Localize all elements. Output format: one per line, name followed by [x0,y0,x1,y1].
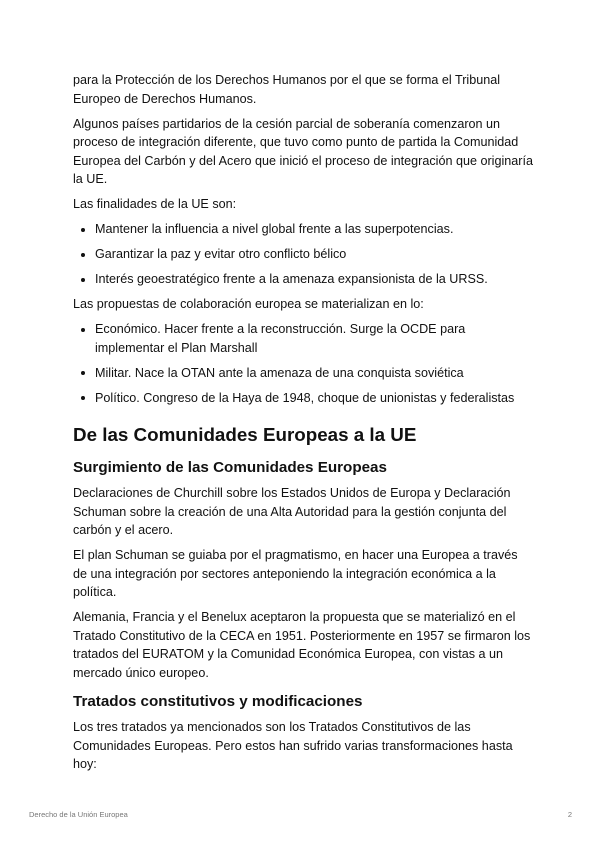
page-number: 2 [567,810,572,819]
paragraph: Las finalidades de la UE son: [73,197,237,211]
list-item: Económico. Hacer frente a la reconstrucción. Surge la OCDE para implementar el Plan Marshall [73,320,533,357]
paragraph: El plan Schuman se guiaba por el pragmatismo, en hacer una Europea a través de una integración por sectores anteponiendo la integración económica a la política. [73,548,518,599]
section-heading: De las Comunidades Europeas a la UE [73,424,417,445]
subsection-heading: Tratados constitutivos y modificaciones [73,693,363,710]
paragraph: Alemania, Francia y el Benelux aceptaron la propuesta que se materializó en el Tratado Constitutivo de la CECA en 1951. Posteriormente en 1957 se firmaron los tratados del EURATOM y la Comunidad Económica Europea, con vistas a un mercado único europeo. [73,610,531,680]
footer-title: Derecho de la Unión Europea [29,810,128,819]
list-item: Político. Congreso de la Haya de 1948, choque de unionistas y federalistas [73,389,533,408]
paragraph: Declaraciones de Churchill sobre los Estados Unidos de Europa y Declaración Schuman sobre la creación de una Alta Autoridad para la gestión conjunta del carbón y el acero. [73,486,511,537]
paragraph: Algunos países partidarios de la cesión parcial de soberanía comenzaron un proceso de integración diferente, que tuvo como punto de partida la Comunidad Europea del Carbón y del Acero que inició el proceso de integración que originaría la UE. [73,116,533,186]
finalidades-list [73,220,533,289]
list-item: Garantizar la paz y evitar otro conflicto bélico [73,245,533,264]
subsection-heading: Surgimiento de las Comunidades Europeas [73,459,387,476]
paragraph: Los tres tratados ya mencionados son los Tratados Constitutivos de las Comunidades Europeas. Pero estos han sufrido varias transformaciones hasta hoy: [73,720,513,771]
propuestas-list [73,320,533,407]
list-item: Militar. Nace la OTAN ante la amenaza de una conquista soviética [73,364,533,383]
list-item: Interés geoestratégico frente a la amenaza expansionista de la URSS. [73,270,533,289]
document-body [73,71,533,780]
list-item: Mantener la influencia a nivel global frente a las superpotencias. [73,220,533,239]
paragraph: para la Protección de los Derechos Humanos por el que se forma el Tribunal Europeo de Derechos Humanos. [73,73,501,106]
paragraph: Las propuestas de colaboración europea se materializan en lo: [73,297,424,311]
